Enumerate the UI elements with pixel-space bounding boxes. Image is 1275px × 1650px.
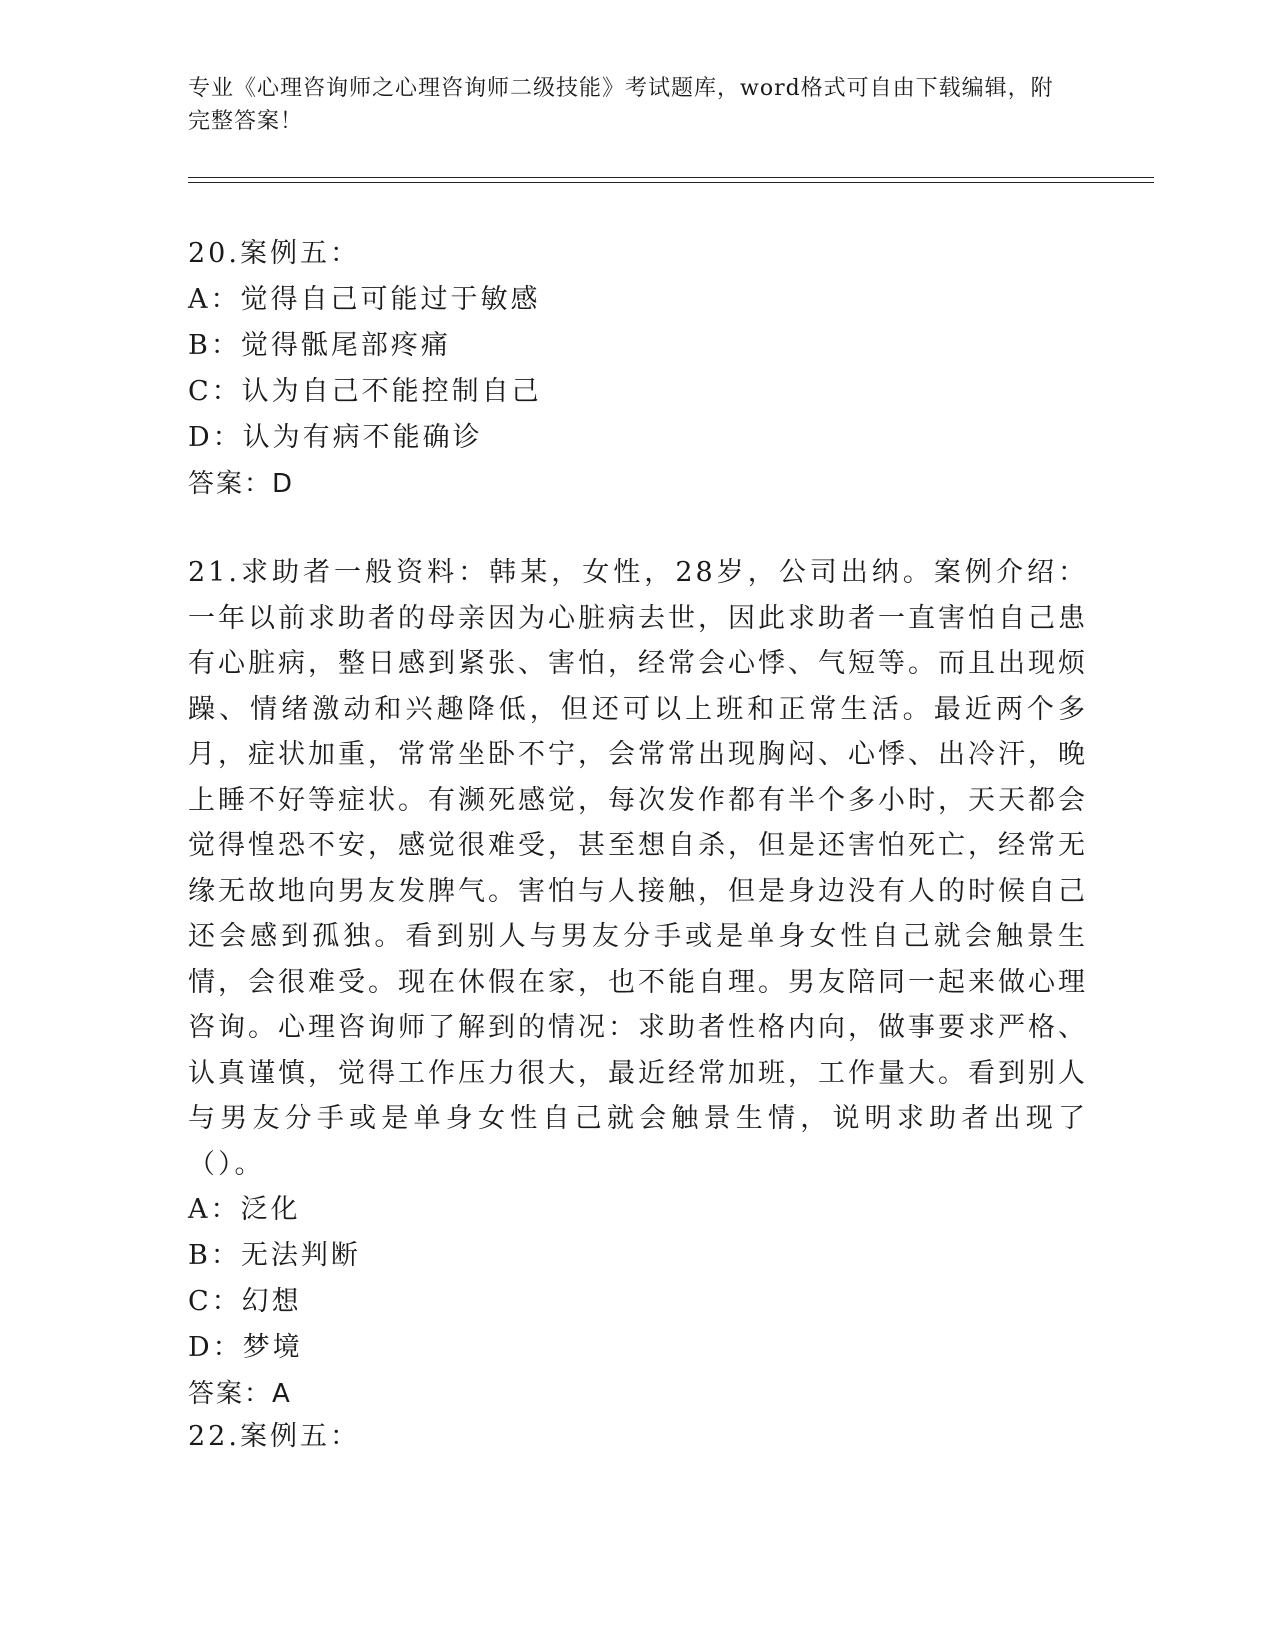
- answer: 答案：D: [188, 469, 295, 499]
- option-d: D：梦境: [188, 1332, 303, 1363]
- option-c: C：认为自己不能控制自己: [188, 376, 542, 407]
- option-d: D：认为有病不能确诊: [188, 422, 483, 453]
- question-stem: 21.求助者一般资料：韩某，女性，28岁，公司出纳。案例介绍：一年以前求助者的母亲因为心脏病去世，因此求助者一直害怕自己患有心脏病，整日感到紧张、害怕，经常会心悸、气短等。而且出现烦躁、情绪激动和兴趣降低，但还可以上班和正常生活。最近两个多月，症状加重，常常坐卧不宁，会常常出现胸闷、心悸、出冷汗，晚上睡不好等症状。有濒死感觉，每次发作都有半个多小时，天天都会觉得惶恐不安，感觉很难受，甚至想自杀，但是还害怕死亡，经常无缘无故地向男友发脾气。害怕与人接触，但是身边没有人的时候自己还会感到孤独。看到别人与男友分手或是单身女性自己就会触景生情，会很难受。现在休假在家，也不能自理。男友陪同一起来做心理咨询。心理咨询师了解到的情况：求助者性格内向，做事要求严格、认真谨慎，觉得工作压力很大，最近经常加班，工作量大。看到别人与男友分手或是单身女性自己就会触景生情，说明求助者出现了（）。: [188, 557, 1088, 1180]
- document-header: 专业《心理咨询师之心理咨询师二级技能》考试题库，word格式可自由下载编辑，附完整答案！: [188, 76, 1054, 134]
- question-stem: 22.案例五：: [188, 1421, 360, 1452]
- option-a: A：觉得自己可能过于敏感: [188, 284, 541, 315]
- question-stem: 20.案例五：: [188, 238, 360, 269]
- answer: 答案：A: [188, 1379, 292, 1409]
- question-20: [188, 231, 1088, 507]
- question-21: [188, 550, 1088, 1417]
- option-b: B：觉得骶尾部疼痛: [188, 330, 451, 361]
- option-c: C：幻想: [188, 1286, 302, 1317]
- header-rule-top: [188, 177, 1154, 178]
- question-22: [188, 1414, 1088, 1460]
- option-a: A：泛化: [188, 1194, 301, 1225]
- header-rule-bottom: [188, 182, 1154, 183]
- option-b: B：无法判断: [188, 1240, 361, 1271]
